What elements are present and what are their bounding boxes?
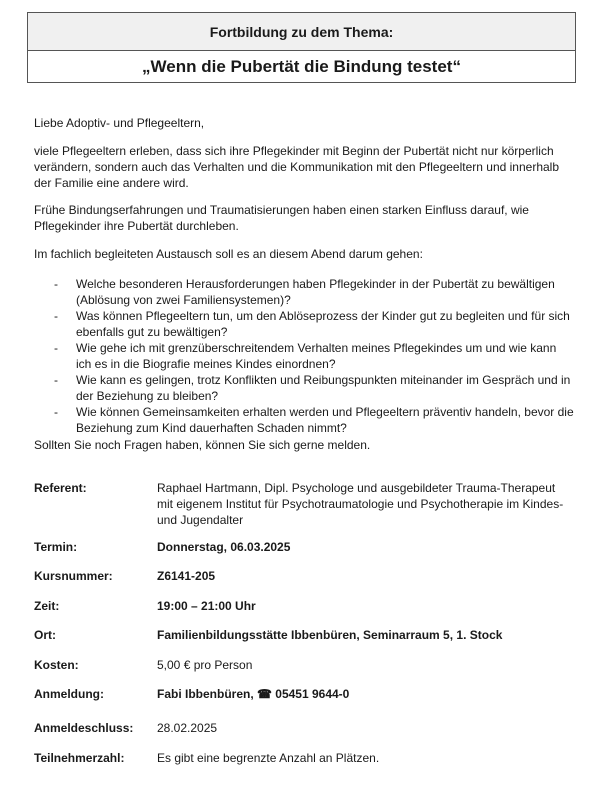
teilnehmerzahl-value: Es gibt eine begrenzte Anzahl an Plätzen. (157, 751, 380, 765)
referent-value: Raphael Hartmann, Dipl. Psychologe und ausgebildeter Trauma-Therapeut mit eigenem Institut für Psychotraumatologie und Psychotherapie im Kindes- und Jugendalter (157, 481, 564, 527)
topics-intro: Im fachlich begleiteten Austausch soll es an diesem Abend darum gehen: (34, 247, 423, 261)
kursnummer-value: Z6141-205 (157, 569, 216, 583)
list-item: - Wie gehe ich mit grenzüberschreitendem Verhalten meines Pflegekindes um und wie kann ich es in die Biografie meines Kindes einordnen? (54, 341, 557, 371)
list-item: - Wie kann es gelingen, trotz Konflikten und Reibungspunkten miteinander im Gespräch und in der Beziehung zu bleiben? (54, 373, 571, 403)
list-item: - Was können Pflegeeltern tun, um den Ablöseprozess der Kinder gut zu begleiten und für sich ebenfalls gut zu bewältigen? (54, 309, 570, 339)
topic-list (34, 276, 574, 436)
bullet-dash: - (54, 405, 58, 419)
list-item: - Wie können Gemeinsamkeiten erhalten werden und Pflegeeltern präventiv handeln, bevor die Beziehung zum Kind dauerhaften Schaden nimmt? (54, 405, 574, 435)
ort-value: Familienbildungsstätte Ibbenbüren, Seminarraum 5, 1. Stock (157, 628, 503, 642)
anmeldeschluss-label: Anmeldeschluss: (34, 721, 134, 735)
bullet-dash: - (54, 373, 58, 387)
termin-label: Termin: (34, 540, 78, 554)
kosten-value: 5,00 € pro Person (157, 658, 253, 672)
header-box (27, 12, 576, 83)
teilnehmerzahl-label: Teilnehmerzahl: (34, 751, 125, 765)
header-subtitle: Fortbildung zu dem Thema: (28, 13, 575, 51)
closing-text: Sollten Sie noch Fragen haben, können Sie sich gerne melden. (34, 438, 371, 452)
salutation: Liebe Adoptiv- und Pflegeeltern, (34, 116, 205, 130)
anmeldeschluss-value: 28.02.2025 (157, 721, 218, 735)
kosten-label: Kosten: (34, 658, 79, 672)
zeit-label: Zeit: (34, 599, 60, 613)
termin-value: Donnerstag, 06.03.2025 (157, 540, 291, 554)
header-title: „Wenn die Pubertät die Bindung testet“ (142, 56, 461, 76)
referent-label: Referent: (34, 481, 87, 495)
intro-paragraph: viele Pflegeeltern erleben, dass sich ihre Pflegekinder mit Beginn der Pubertät nicht nur körperlich verändern, sondern auch das Verhalten und die Kommunikation mit den Pflegeeltern und innerhalb der Familie eine andere wird. (34, 144, 560, 190)
zeit-value: 19:00 – 21:00 Uhr (157, 599, 256, 613)
ort-label: Ort: (34, 628, 56, 642)
anmeldung-value: Fabi Ibbenbüren, ☎ 05451 9644-0 (157, 687, 350, 701)
anmeldung-label: Anmeldung: (34, 687, 104, 701)
kursnummer-label: Kursnummer: (34, 569, 113, 583)
bullet-dash: - (54, 341, 58, 355)
bullet-dash: - (54, 277, 58, 291)
list-item: - Welche besonderen Herausforderungen haben Pflegekinder in der Pubertät zu bewältigen (Ablösung von zwei Familiensystemen)? (54, 277, 555, 307)
bonding-paragraph: Frühe Bindungserfahrungen und Traumatisierungen haben einen starken Einfluss darauf, wie Pflegekinder ihre Pubertät durchleben. (34, 203, 529, 233)
bullet-dash: - (54, 309, 58, 323)
